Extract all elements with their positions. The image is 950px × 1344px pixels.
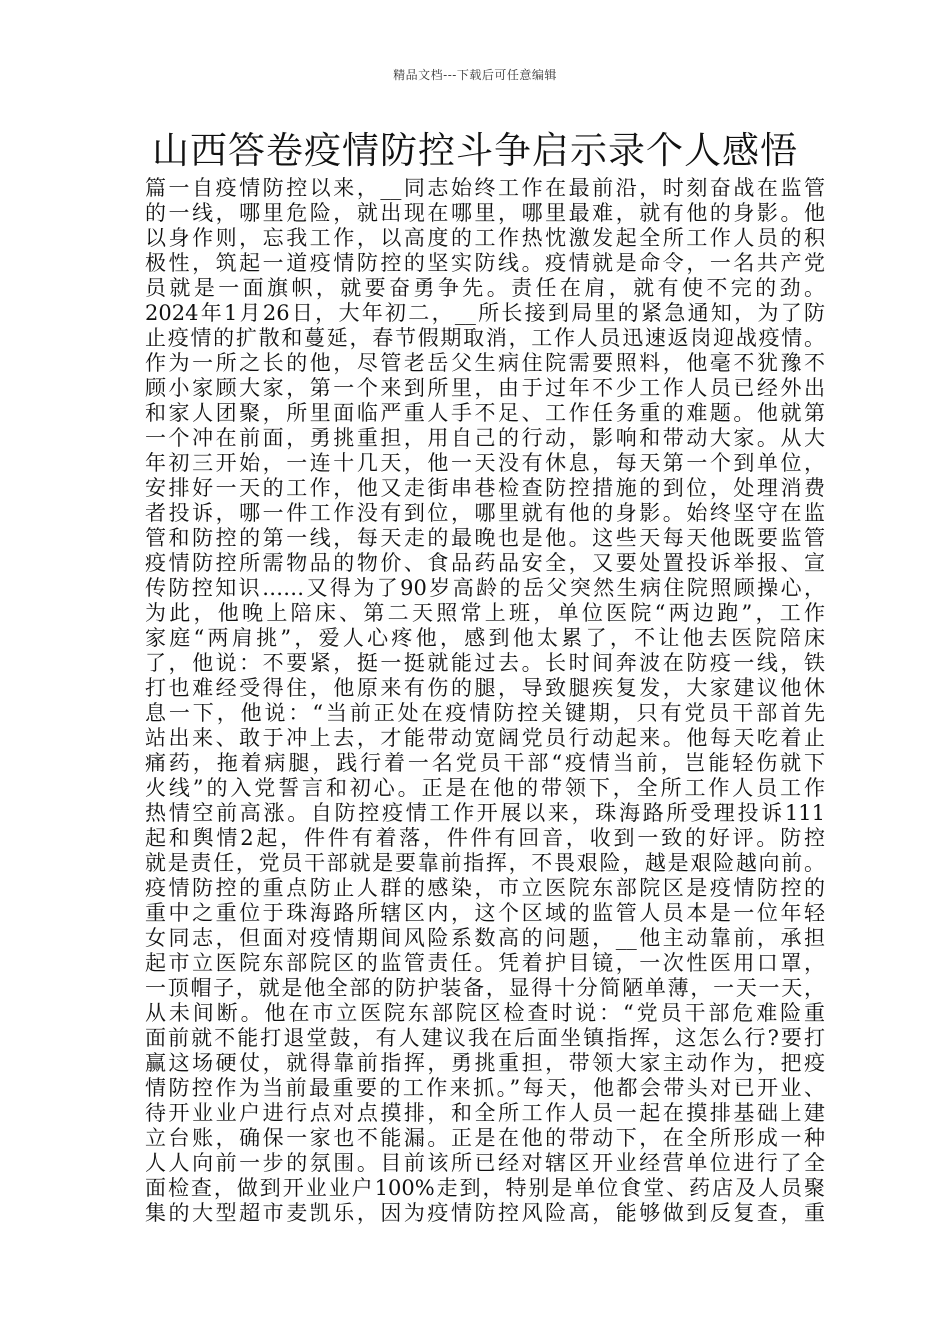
body-line: 疫情防控的重点防止人群的感染，市立医院东部院区是疫情防控的: [145, 876, 825, 900]
body-line: 年初三开始，一连十几天，他一天没有休息，每天第一个到单位，: [145, 451, 825, 475]
body-line: 员就是一面旗帜，就要奋勇争先。责任在肩，就有使不完的劲。: [145, 276, 825, 300]
body-line: 面前就不能打退堂鼓，有人建议我在后面坐镇指挥，这怎么行?要打: [145, 1026, 825, 1050]
body-line: 者投诉，哪一件工作没有到位，哪里就有他的身影。始终坚守在监: [145, 501, 825, 525]
body-line: 传防控知识……又得为了90岁高龄的岳父突然生病住院照顾操心，: [145, 576, 825, 600]
body-line: 起市立医院东部院区的监管责任。凭着护目镜，一次性医用口罩，: [145, 951, 825, 975]
body-line: 打也难经受得住，他原来有伤的腿，导致腿疾复发，大家建议他休: [145, 676, 825, 700]
body-line: 作为一所之长的他，尽管老岳父生病住院需要照料，他毫不犹豫不: [145, 351, 825, 375]
body-line: 情防控作为当前最重要的工作来抓。”每天，他都会带头对已开业、: [145, 1076, 825, 1100]
body-line: 为此，他晚上陪床、第二天照常上班，单位医院“两边跑”，工作: [145, 601, 825, 625]
body-line: 一顶帽子，就是他全部的防护装备，显得十分简陋单薄，一天一天，: [145, 976, 825, 1000]
document-title: 山西答卷疫情防控斗争启示录个人感悟: [152, 129, 798, 172]
body-line: 止疫情的扩散和蔓延，春节假期取消，工作人员迅速返岗迎战疫情。: [145, 326, 825, 350]
body-line: 顾小家顾大家，第一个来到所里，由于过年不少工作人员已经外出: [145, 376, 825, 400]
body-line: 安排好一天的工作，他又走街串巷检查防控措施的到位，处理消费: [145, 476, 825, 500]
body-line: 热情空前高涨。自防控疫情工作开展以来，珠海路所受理投诉111: [145, 801, 825, 825]
body-line: 了，他说：不要紧，挺一挺就能过去。长时间奔波在防疫一线，铁: [145, 651, 825, 675]
body-line: 以身作则，忘我工作，以高度的工作热忱激发起全所工作人员的积: [145, 226, 825, 250]
body-line: 家庭“两肩挑”，爱人心疼他，感到他太累了，不让他去医院陪床: [145, 626, 825, 650]
body-line: 集的大型超市麦凯乐，因为疫情防控风险高，能够做到反复查，重: [145, 1201, 825, 1225]
body-line: 火线”的入党誓言和初心。正是在他的带领下，全所工作人员工作: [145, 776, 825, 800]
body-line: 和家人团聚，所里面临严重人手不足、工作任务重的难题。他就第: [145, 401, 825, 425]
body-line: 立台账，确保一家也不能漏。正是在他的带动下，在全所形成一种: [145, 1126, 825, 1150]
body-line: 篇一自疫情防控以来，__同志始终工作在最前沿，时刻奋战在监管: [145, 176, 825, 200]
body-line: 2024年1月26日，大年初二，__所长接到局里的紧急通知，为了防: [145, 301, 825, 325]
body-line: 赢这场硬仗，就得靠前指挥，勇挑重担，带领大家主动作为，把疫: [145, 1051, 825, 1075]
body-line: 重中之重位于珠海路所辖区内，这个区域的监管人员本是一位年轻: [145, 901, 825, 925]
body-line: 疫情防控所需物品的物价、食品药品安全，又要处置投诉举报、宣: [145, 551, 825, 575]
body-line: 极性，筑起一道疫情防控的坚实防线。疫情就是命令，一名共产党: [145, 251, 825, 275]
body-line: 面检查，做到开业业户100%走到，特别是单位食堂、药店及人员聚: [145, 1176, 825, 1200]
body-line: 人人向前一步的氛围。目前该所已经对辖区开业经营单位进行了全: [145, 1151, 825, 1175]
body-line: 起和舆情2起，件件有着落，件件有回音，收到一致的好评。防控: [145, 826, 825, 850]
body-line: 一个冲在前面，勇挑重担，用自己的行动，影响和带动大家。从大: [145, 426, 825, 450]
body-line: 女同志，但面对疫情期间风险系数高的问题，__他主动靠前，承担: [145, 926, 825, 950]
body-line: 就是责任，党员干部就是要靠前指挥，不畏艰险，越是艰险越向前。: [145, 851, 825, 875]
document-body: [145, 176, 825, 1226]
body-line: 待开业业户进行点对点摸排，和全所工作人员一起在摸排基础上建: [145, 1101, 825, 1125]
body-line: 痛药，拖着病腿，践行着一名党员干部“疫情当前，岂能轻伤就下: [145, 751, 825, 775]
body-line: 息一下，他说：“当前正处在疫情防控关键期，只有党员干部首先: [145, 701, 825, 725]
header-note: 精品文档---下载后可任意编辑: [393, 68, 557, 82]
body-line: 从未间断。他在市立医院东部院区检查时说：“党员干部危难险重: [145, 1001, 825, 1025]
body-line: 站出来、敢于冲上去，才能带动宽阔党员行动起来。他每天吃着止: [145, 726, 825, 750]
body-line: 的一线，哪里危险，就出现在哪里，哪里最难，就有他的身影。他: [145, 201, 825, 225]
body-line: 管和防控的第一线，每天走的最晚也是他。这些天每天他既要监管: [145, 526, 825, 550]
